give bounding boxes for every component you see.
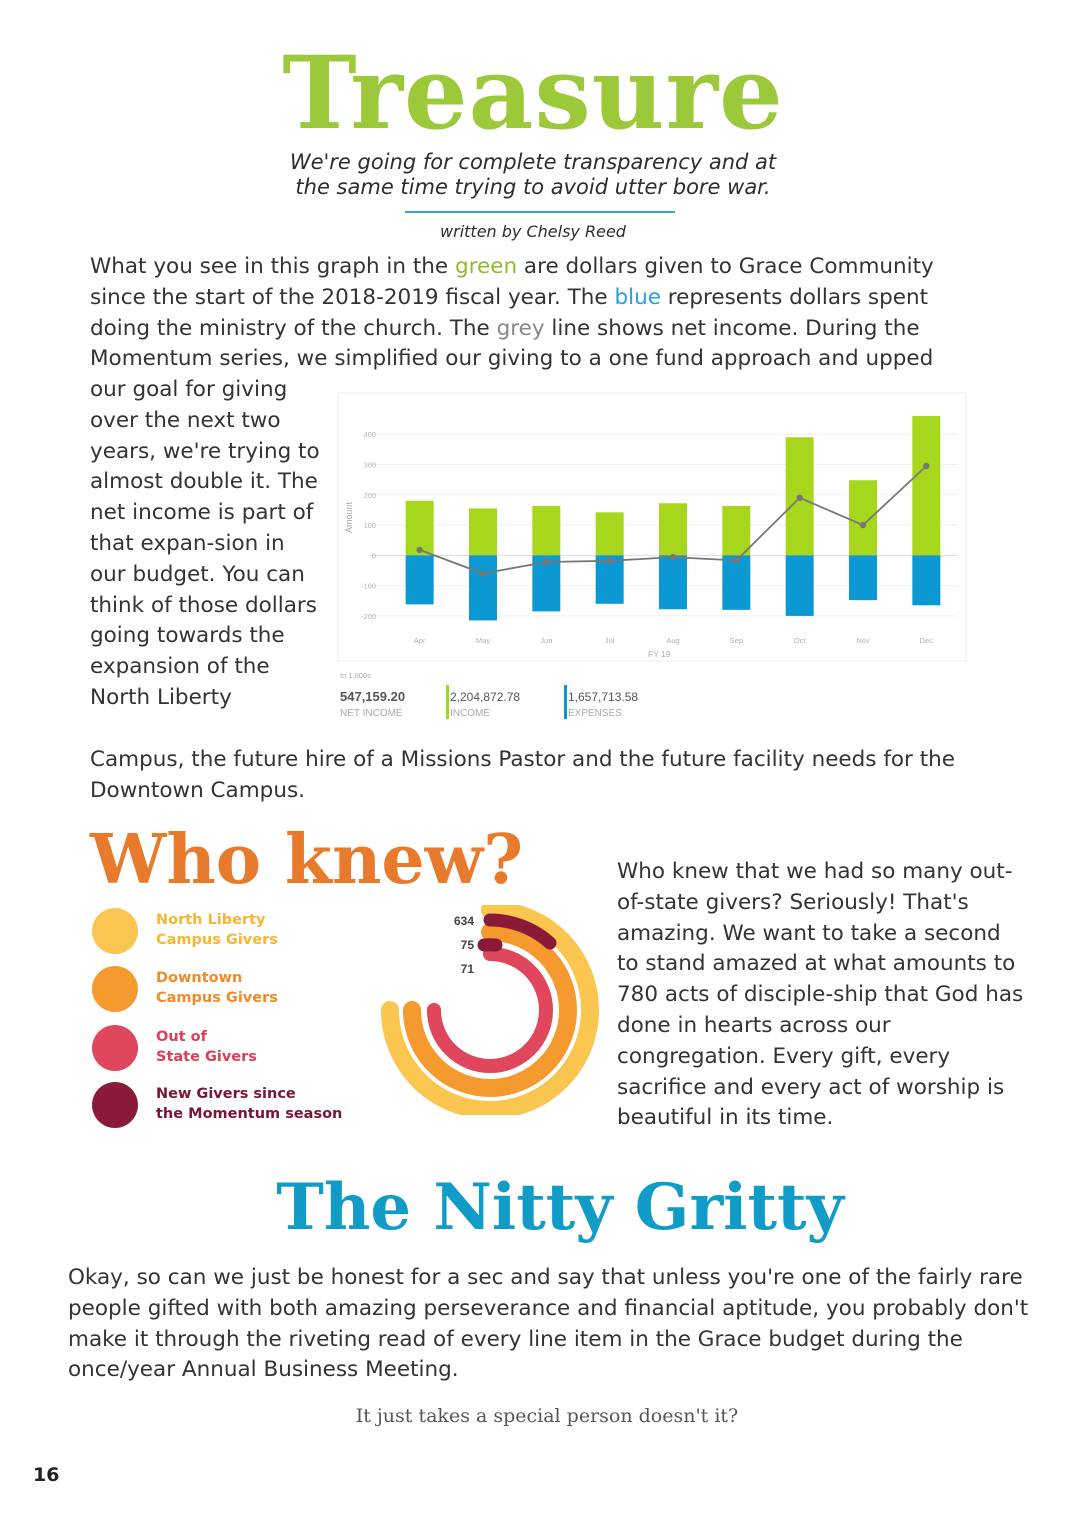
y-tick-label: 300 <box>363 460 376 470</box>
net-income-point <box>543 559 549 565</box>
income-bar <box>469 508 497 555</box>
y-axis-label: Amount <box>344 501 354 533</box>
net-income-point <box>796 495 802 501</box>
who-knew-heading: Who knew? <box>90 820 524 900</box>
x-tick-label: Jul <box>604 636 615 645</box>
summary-label: INCOME <box>450 708 490 719</box>
legend-label-line2: State Givers <box>156 1049 257 1065</box>
legend-label-line1: North Liberty <box>156 912 266 928</box>
intro-text-1: What you see in this graph in the <box>90 254 455 279</box>
who-knew-text: Who knew that we had so many out-of-state givers? Seriously! That's amazing. We want to take a second to stand amazed at what amounts to 780 acts of disciple-ship that God has done in hearts across our congregation. Every gift, every sacrifice and every act of worship is beautiful in its time. <box>617 859 1024 1131</box>
legend-label-line2: Campus Givers <box>156 932 278 948</box>
page-title: Treasure <box>282 34 784 152</box>
nitty-gritty-text: Okay, so can we just be honest for a sec and say that unless you're one of the fairly rare people gifted with both amazing perseverance and financial aptitude, you probably don't make it through the riveting read of every line item in the Grace budget during the once/year Annual Business Meeting. <box>68 1265 1029 1383</box>
finance-chart <box>330 385 970 730</box>
legend-dot-north-liberty <box>92 908 138 954</box>
expense-bar <box>659 555 687 609</box>
x-axis-label: FY 19 <box>648 649 671 659</box>
legend-label-line1: Downtown <box>156 970 243 986</box>
legend-label-line1: Out of <box>156 1029 207 1045</box>
income-bar <box>532 506 560 555</box>
y-tick-label: 400 <box>363 430 376 440</box>
y-tick-label: 0 <box>371 551 376 561</box>
intro-text-4: line shows net income. During the Momentum series, we simplified our giving to a one fund approach and upped <box>90 315 934 372</box>
net-income-point <box>480 570 486 576</box>
nitty-gritty-heading: The Nitty Gritty <box>276 1170 844 1245</box>
y-tick-label: -100 <box>360 581 376 591</box>
income-bar <box>849 480 877 555</box>
radial-label-71: 71 <box>460 962 474 976</box>
net-income-point <box>606 558 612 564</box>
x-tick-label: May <box>475 636 491 645</box>
expense-bar <box>849 555 877 600</box>
intro-paragraph <box>90 252 990 375</box>
legend-dot-downtown <box>92 966 138 1012</box>
intro-text-3: represents dollars spent doing the ministry of the church. The <box>90 284 929 341</box>
legend-dot-out-of-state <box>92 1025 138 1071</box>
intro-text-2: are dollars given to Grace Community since the start of the 2018-2019 fiscal year. The <box>90 254 934 310</box>
net-income-point <box>733 557 739 563</box>
summary-value: 1,657,713.58 <box>568 690 639 704</box>
subtitle <box>0 150 1066 200</box>
intro-side-text: our goal for giving over the next two years, we're trying to almost double it. The net income is part of that expan-sion in our budget. You can think of those dollars going towards the expansion of the North Liberty <box>90 377 320 710</box>
net-income-point <box>416 547 422 553</box>
arc-out-of-state <box>434 954 546 1066</box>
byline: written by Chelsy Reed <box>440 222 626 241</box>
subtitle-line-2: the same time trying to avoid utter bore war. <box>295 175 771 199</box>
summary-label: NET INCOME <box>340 708 403 719</box>
y-tick-label: 200 <box>363 490 376 500</box>
intro-after-text: Campus, the future hire of a Missions Pastor and the future facility needs for the Downtown Campus. <box>90 747 956 803</box>
expense-bar <box>912 555 940 605</box>
summary-value: 2,204,872.78 <box>450 690 521 704</box>
radial-label-634: 634 <box>453 914 474 928</box>
y-tick-label: -200 <box>360 611 376 621</box>
x-tick-label: Dec <box>919 636 934 645</box>
x-tick-label: Sep <box>729 636 744 645</box>
unit-note: In 1,000s <box>340 671 371 680</box>
summary-value: 547,159.20 <box>340 689 406 704</box>
net-income-point <box>670 554 676 560</box>
income-bar <box>912 416 940 555</box>
subtitle-line-1: We're going for complete transparency and at <box>289 150 777 174</box>
income-bar <box>722 506 750 555</box>
legend-dot-new-givers <box>92 1082 138 1128</box>
income-bar <box>659 503 687 555</box>
intro-blue-word: blue <box>614 284 661 310</box>
legend-label-line1: New Givers since <box>156 1086 296 1102</box>
radial-label-75: 75 <box>460 938 474 952</box>
expense-bar <box>406 555 434 604</box>
net-income-point <box>860 522 866 528</box>
x-tick-label: Nov <box>856 636 870 645</box>
x-tick-label: Aug <box>666 636 680 645</box>
intro-grey-word: grey <box>496 315 545 341</box>
x-tick-label: Jun <box>540 636 553 645</box>
y-tick-label: 100 <box>363 521 376 531</box>
legend-label-line2: Campus Givers <box>156 990 278 1006</box>
net-income-point <box>923 463 929 469</box>
expense-bar <box>786 555 814 616</box>
income-bar <box>596 512 624 555</box>
x-tick-label: Oct <box>793 636 806 645</box>
divider <box>405 211 675 213</box>
expense-bar <box>469 555 497 620</box>
summary-label: EXPENSES <box>568 708 622 719</box>
x-tick-label: Apr <box>413 636 426 645</box>
pull-quote: It just takes a special person doesn't it? <box>355 1405 739 1427</box>
summary-marker <box>446 685 449 719</box>
givers-radial-chart <box>372 905 602 1115</box>
summary-marker <box>564 685 567 719</box>
intro-green-word: green <box>454 254 518 279</box>
page-number: 16 <box>33 1464 60 1486</box>
legend-label-line2: the Momentum season <box>156 1106 343 1122</box>
